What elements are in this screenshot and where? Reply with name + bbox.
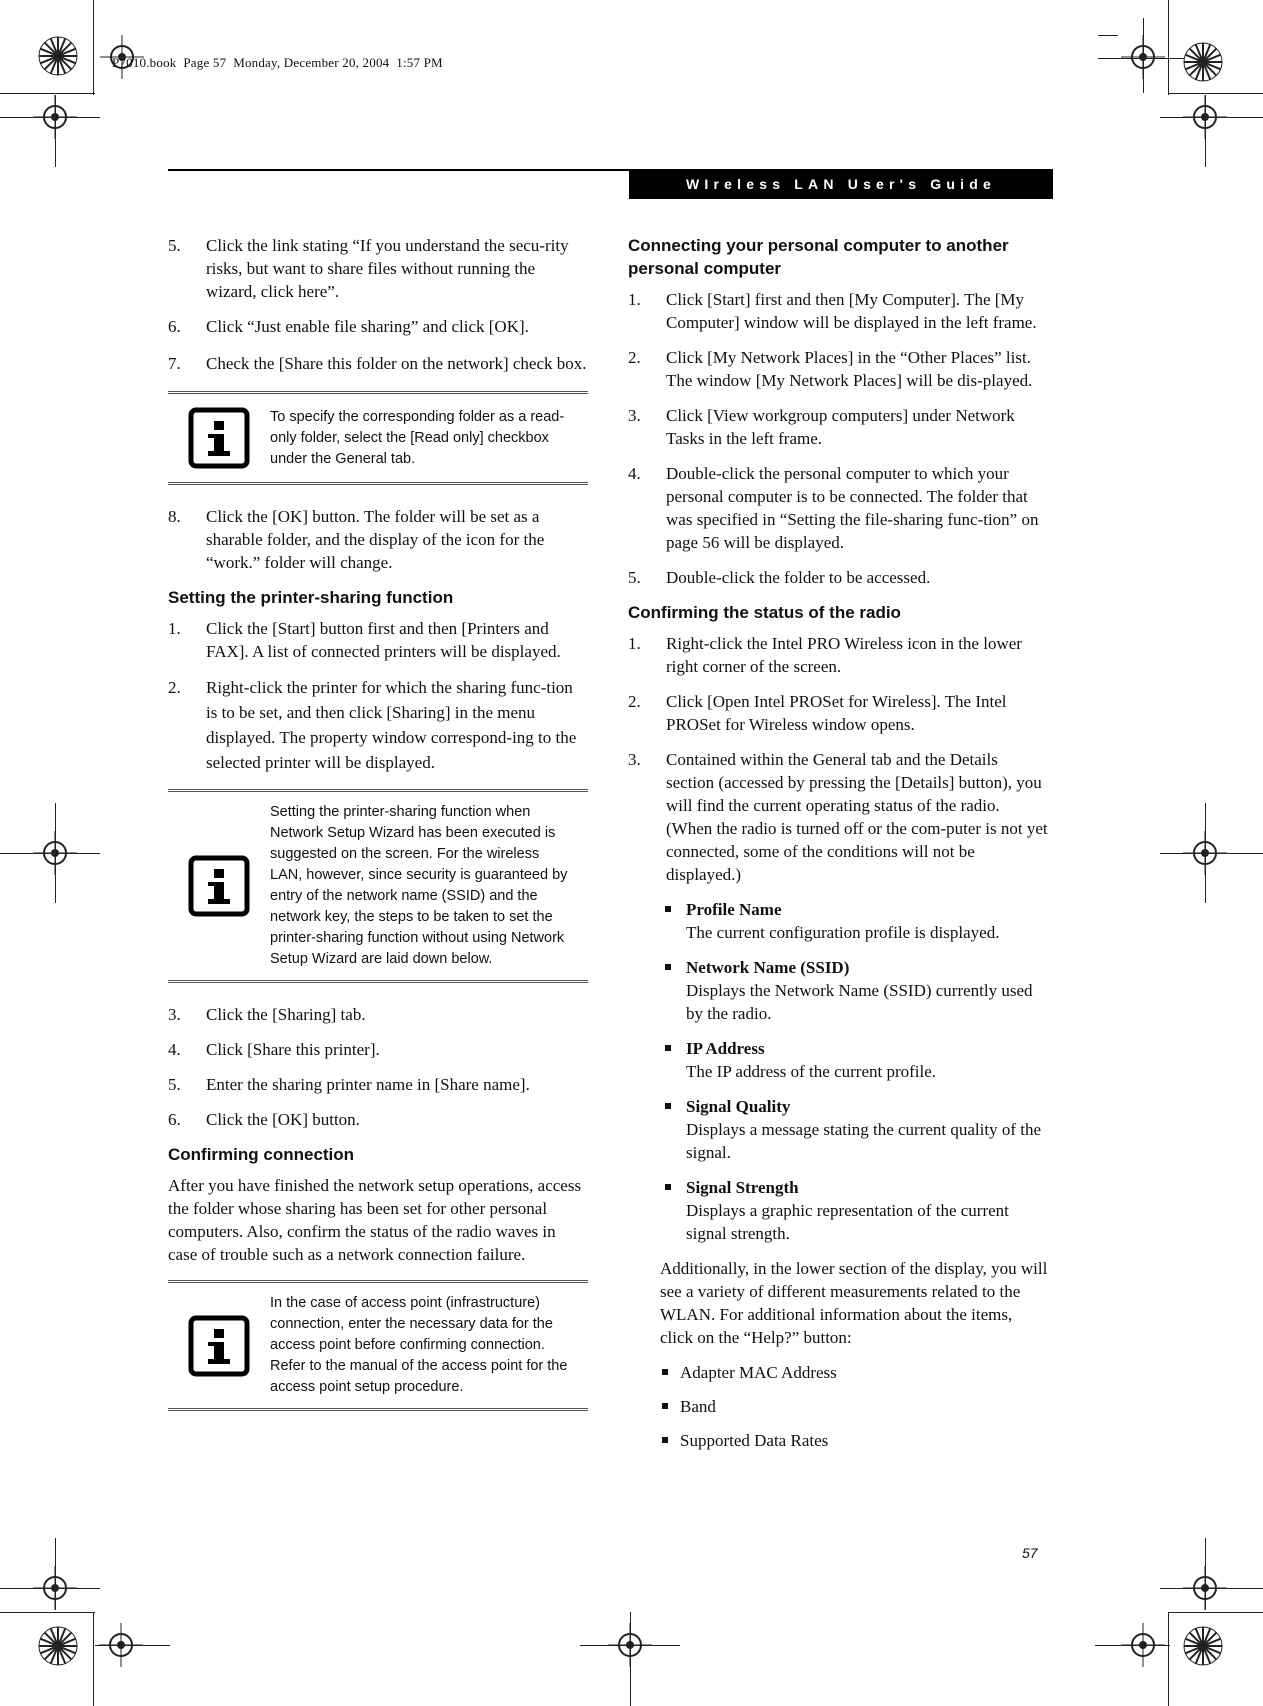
paragraph: Additionally, in the lower section of the display, you will see a variety of different measurements related to the WLAN. For additional information about the items, click on the “Help?” button: (660, 1259, 1048, 1347)
list-item: 3. Contained within the General tab and the Details section (accessed by pressing the [Details] button), you will find the current operating status of the radio. (When the radio is turned off or the com-puter is not yet connected, some of the conditions will not be displayed.) (628, 750, 1048, 884)
info-icon (188, 1315, 250, 1377)
header-rule (168, 169, 629, 171)
registration-target-icon (1183, 95, 1227, 139)
info-icon (188, 855, 250, 917)
list-item: 2. Click [My Network Places] in the “Other Places” list. The window [My Network Places] will be dis-played. (628, 348, 1033, 390)
list-item: 7. Check the [Share this folder on the network] check box. (168, 354, 587, 373)
list-item: 5. Enter the sharing printer name in [Share name]. (168, 1075, 530, 1094)
registration-target-icon (33, 831, 77, 875)
list-item: Adapter MAC Address (660, 1361, 1048, 1384)
print-slug: P7010.book Page 57 Monday, December 20, 2004 1:57 PM (112, 55, 443, 70)
list-item: Profile Name The current configuration profile is displayed. (660, 898, 1048, 944)
note-text: To specify the corresponding folder as a read-only folder, select the [Read only] checkbox under the General tab. (270, 408, 565, 467)
list-item: 3. Click the [Sharing] tab. (168, 1005, 366, 1024)
list-item: Signal Strength Displays a graphic representation of the current signal strength. (660, 1176, 1048, 1245)
list-item: Supported Data Rates (660, 1429, 1048, 1452)
paragraph: After you have finished the network setup operations, access the folder whose sharing has been set for other personal computers. Also, confirm the status of the radio waves in case of trouble such as a network connection failure. (168, 1176, 582, 1264)
starburst-mark-icon (38, 36, 78, 76)
section-heading: Setting the printer-sharing function (168, 588, 454, 607)
registration-target-icon (608, 1623, 652, 1667)
list-item: 2. Right-click the printer for which the sharing func-tion is to be set, and then click [Sharing] in the menu displayed. The property window correspond-ing to the selected printer will be displayed. (168, 678, 577, 772)
list-item: Band (660, 1395, 1048, 1418)
running-header: WIreless LAN User's Guide (629, 169, 1053, 199)
list-item: 6. Click “Just enable file sharing” and click [OK]. (168, 317, 529, 336)
section-heading: Connecting your personal computer to another personal computer (628, 236, 1009, 278)
starburst-mark-icon (1183, 1626, 1223, 1666)
info-note (168, 1280, 588, 1411)
list-item: 1. Click the [Start] button first and then [Printers and FAX]. A list of connected printers will be displayed. (168, 619, 561, 661)
list-item: 3. Click [View workgroup computers] under Network Tasks in the left frame. (628, 406, 1015, 448)
left-column (168, 234, 588, 1431)
info-note (168, 391, 588, 485)
registration-target-icon (1121, 1623, 1165, 1667)
section-heading: Confirming the status of the radio (628, 603, 901, 622)
starburst-mark-icon (38, 1626, 78, 1666)
registration-target-icon (1183, 831, 1227, 875)
registration-target-icon (99, 1623, 143, 1667)
note-text: Setting the printer-sharing function when Network Setup Wizard has been executed is suggested on the screen. For the wireless LAN, however, since security is guaranteed by entry of the network name (SSID) and the network key, the steps to be taken to set the printer-sharing function without using Network Setup Wizard are laid down below. (270, 804, 568, 967)
bullet-icon (665, 1184, 671, 1190)
list-item: 5. Click the link stating “If you understand the secu-rity risks, but want to share files without running the wizard, click here”. (168, 236, 569, 301)
bullet-icon (665, 964, 671, 970)
bullet-icon (662, 1403, 668, 1409)
bullet-icon (665, 906, 671, 912)
list-item: 4. Double-click the personal computer to which your personal computer is to be connected. The folder that was specified in “Setting the file-sharing func-tion” on page 56 will be displayed. (628, 464, 1039, 552)
list-item: Network Name (SSID) Displays the Network Name (SSID) currently used by the radio. (660, 956, 1048, 1025)
section-heading: Confirming connection (168, 1145, 355, 1164)
list-item: 1. Click [Start] first and then [My Computer]. The [My Computer] window will be displayed in the left frame. (628, 290, 1037, 332)
page-number: 57 (1022, 1545, 1038, 1561)
list-item: 1. Right-click the Intel PRO Wireless icon in the lower right corner of the screen. (628, 634, 1022, 676)
bullet-icon (665, 1045, 671, 1051)
right-column (628, 234, 1048, 1463)
bullet-icon (662, 1437, 668, 1443)
list-item: Signal Quality Displays a message stating the current quality of the signal. (660, 1095, 1048, 1164)
starburst-mark-icon (1183, 42, 1223, 82)
info-icon (188, 407, 250, 469)
info-note (168, 789, 588, 983)
list-item: 8. Click the [OK] button. The folder will be set as a sharable folder, and the display of the icon for the “work.” folder will change. (168, 507, 545, 572)
registration-target-icon (33, 95, 77, 139)
registration-target-icon (1183, 1566, 1227, 1610)
registration-target-icon (33, 1566, 77, 1610)
bullet-icon (665, 1103, 671, 1109)
note-text: In the case of access point (infrastructure) connection, enter the necessary data for the access point before confirming connection. Refer to the manual of the access point for the access point setup procedure. (270, 1295, 568, 1395)
list-item: 6. Click the [OK] button. (168, 1110, 360, 1129)
list-item: 2. Click [Open Intel PROSet for Wireless]. The Intel PROSet for Wireless window opens. (628, 692, 1007, 734)
registration-target-icon (1121, 35, 1165, 79)
list-item: 5. Double-click the folder to be accessed. (628, 568, 931, 587)
list-item: 4. Click [Share this printer]. (168, 1040, 380, 1059)
list-item: IP Address The IP address of the current profile. (660, 1037, 1048, 1083)
bullet-icon (662, 1369, 668, 1375)
